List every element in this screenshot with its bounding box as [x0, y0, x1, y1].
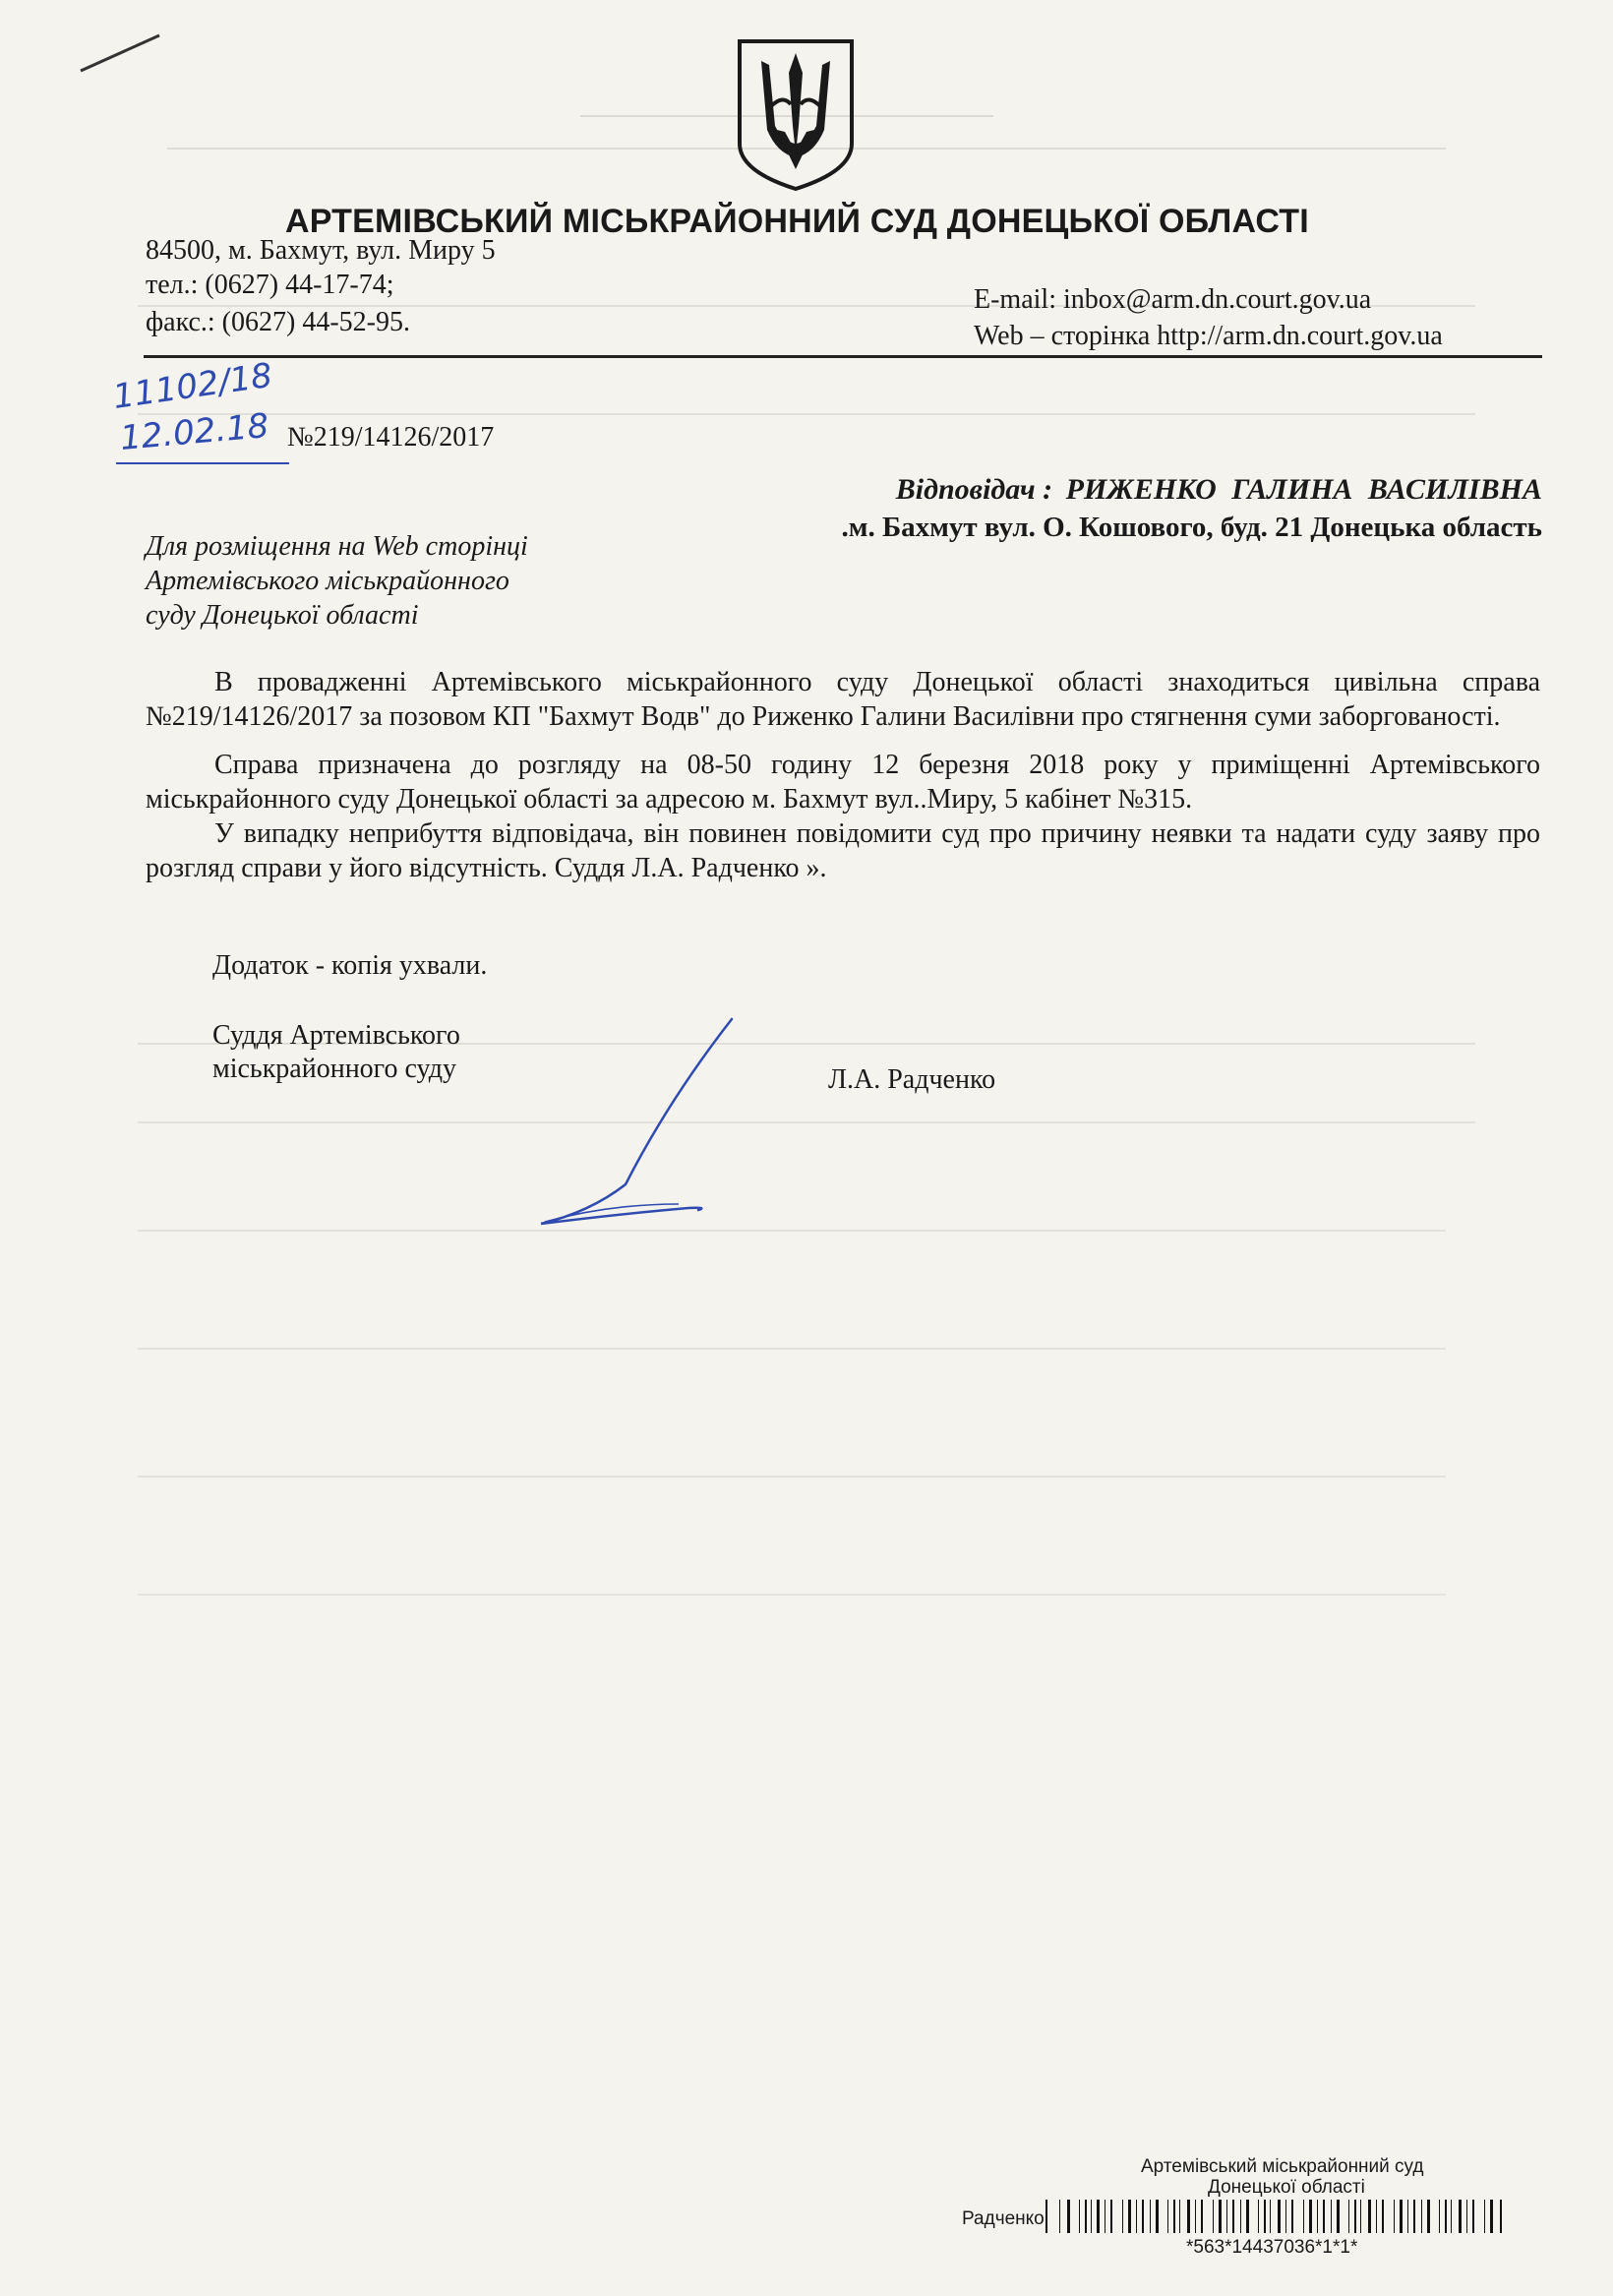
placement-note-line: суду Донецької області: [146, 600, 419, 631]
court-fax: факс.: (0627) 44-52-95.: [146, 307, 410, 337]
header-divider: [144, 355, 1542, 358]
attachment-note: Додаток - копія ухвали.: [212, 950, 488, 981]
reference-underline: [116, 462, 289, 464]
respondent-address: .м. Бахмут вул. О. Кошового, буд. 21 Донецька область: [841, 512, 1542, 543]
case-number: №219/14126/2017: [287, 422, 495, 453]
handwritten-signature: [531, 1011, 747, 1238]
barcode: [1045, 2198, 1508, 2237]
court-phone: тел.: (0627) 44-17-74;: [146, 270, 394, 300]
handwritten-registration-number: 11102/18: [110, 355, 275, 417]
placement-note: [146, 529, 528, 633]
judge-title: [212, 1019, 460, 1086]
court-name: АРТЕМІВСЬКИЙ МІСЬКРАЙОННИЙ СУД ДОНЕЦЬКОЇ ОБЛАСТІ: [285, 203, 1309, 240]
coat-of-arms-icon: [734, 35, 858, 193]
notice-body: [146, 665, 1540, 885]
registry-stamp: [954, 2156, 1524, 2294]
placement-note-line: Для розміщення на Web сторінці: [146, 531, 528, 562]
stamp-judge-name: Радченко: [962, 2208, 1045, 2229]
court-address: 84500, м. Бахмут, вул. Миру 5: [146, 235, 496, 266]
judge-title-line: Суддя Артемівського: [212, 1020, 460, 1051]
stamp-court-line: Донецької області: [1208, 2177, 1365, 2198]
judge-name: Л.А. Радченко: [828, 1064, 996, 1095]
body-paragraph-hearing: Справа призначена до розгляду на 08-50 годину 12 березня 2018 року у приміщенні Артемівського міськрайонного суду Донецької області за адресою м. Бахмут вул..Миру, 5 кабінет №315.: [146, 750, 1540, 815]
body-paragraph-case: В провадженні Артемівського міськрайонного суду Донецької області знаходиться цивільна справа №219/14126/2017 за позовом КП "Бахмут Водв" до Риженко Галини Василівни про стягнення суми заборгованості.: [146, 667, 1540, 732]
placement-note-line: Артемівського міськрайонного: [146, 566, 509, 596]
court-website: Web – сторінка http://arm.dn.court.gov.ua: [974, 321, 1443, 351]
scan-mark: [77, 28, 175, 77]
stamp-court-line: Артемівський міськрайонний суд: [1141, 2156, 1424, 2177]
respondent-name: РИЖЕНКО ГАЛИНА ВАСИЛІВНА: [1065, 473, 1542, 506]
court-email: E-mail: inbox@arm.dn.court.gov.ua: [974, 284, 1372, 315]
respondent-label: Відповідач :: [895, 473, 1053, 506]
body-paragraph-absence: У випадку неприбуття відповідача, він повинен повідомити суд про причину неявки та надати суду заяву про розгляд справи у його відсутність. Суддя Л.А. Радченко ».: [146, 818, 1540, 883]
handwritten-registration-date: 12.02.18: [118, 405, 270, 458]
respondent-line: [688, 472, 1542, 508]
judge-title-line: міськрайонного суду: [212, 1054, 457, 1084]
barcode-text: *563*14437036*1*1*: [1186, 2237, 1358, 2258]
